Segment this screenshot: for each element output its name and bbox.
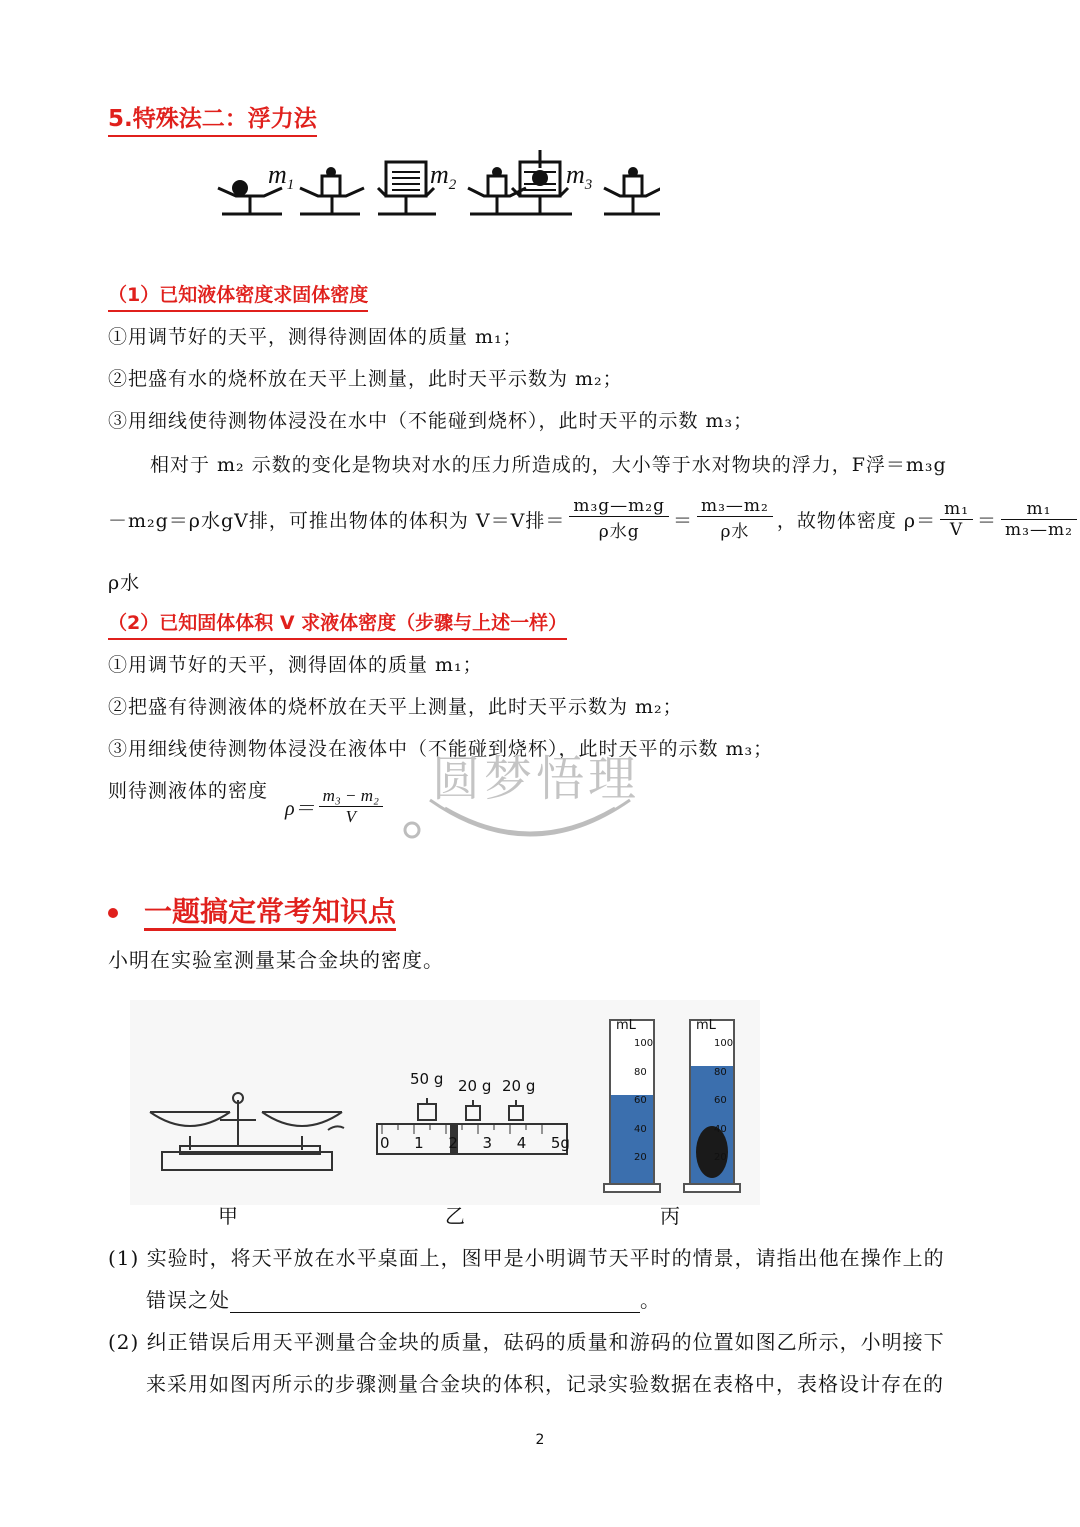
caption-bing: 丙 (660, 1204, 680, 1228)
scale-ticks: 0 1 2 3 4 5g (380, 1134, 570, 1152)
experiment-figure (140, 1000, 760, 1205)
q1-line1: (1) 实验时，将天平放在水平桌面上，图甲是小明调节天平时的情景，请指出他在操作上的 (108, 1246, 945, 1270)
equals-2: ＝ (977, 509, 998, 532)
m2-sub: 2 (448, 177, 457, 194)
m3-label: m (566, 160, 585, 189)
bullet-icon (108, 908, 118, 918)
fraction-3: $\frac{\text{m₁}}{V}$ (940, 499, 973, 540)
page-number: 2 (535, 1432, 545, 1448)
part1-para-c: ρ水 (108, 572, 141, 594)
part1-title: （1）已知液体密度求固体密度 (108, 280, 368, 312)
fraction-2: $\frac{\text{m₃—m₂}}{\text{ρ水}}$ (697, 496, 773, 542)
part2-final: 则待测液体的密度 (108, 780, 269, 802)
part2-step3: ③用细线使待测物体浸没在液体中（不能碰到烧杯），此时天平的示数 m₃； (108, 738, 774, 760)
m1-label: m (268, 160, 287, 189)
m2-label: m (430, 160, 449, 189)
equals-1: ＝ (672, 509, 693, 532)
part2-step2: ②把盛有待测液体的烧杯放在天平上测量，此时天平示数为 m₂； (108, 696, 683, 718)
part1-step3: ③用细线使待测物体浸没在水中（不能碰到烧杯），此时天平的示数 m₃； (108, 410, 754, 432)
caption-jia: 甲 (218, 1204, 238, 1228)
cylinder-2-ticks: 100 80 60 40 20 (714, 1038, 734, 1163)
part1-para-b2: ，故物体密度 ρ＝ (776, 509, 937, 532)
answer-blank[interactable] (230, 1292, 640, 1313)
part2-title: （2）已知固体体积 V 求液体密度（步骤与上述一样） (108, 608, 567, 640)
q1-line2: 错误之处 。 (146, 1288, 661, 1312)
weight-20g-a: 20 g (458, 1077, 492, 1095)
cylinder-unit-1: mL (616, 1018, 636, 1033)
part2-step1: ①用调节好的天平，测得固体的质量 m₁； (108, 654, 483, 676)
cylinder-unit-2: mL (696, 1018, 716, 1033)
knowledge-section (108, 890, 396, 930)
section-title: 一题搞定常考知识点 (144, 895, 396, 931)
q2-line1: (2) 纠正错误后用天平测量合金块的质量，砝码的质量和游码的位置如图乙所示，小明接下 (108, 1330, 945, 1354)
watermark-text: 圆梦悟理 (432, 751, 641, 807)
m3-sub: 3 (584, 177, 593, 194)
fraction-1: $\frac{\text{m₃g—m₂g}}{\text{ρ水g}}$ (569, 496, 669, 542)
caption-yi: 乙 (445, 1204, 465, 1228)
part1-step1: ①用调节好的天平，测得待测固体的质量 m₁； (108, 326, 523, 348)
m1-sub: 1 (286, 177, 295, 194)
weight-50g: 50 g (410, 1070, 444, 1088)
fraction-4: $\frac{\text{m₁}}{\text{m₃—m₂}}$ (1001, 499, 1077, 540)
section-heading: 5.特殊法二：浮力法 (108, 100, 317, 137)
part1-para-a: 相对于 m₂ 示数的变化是物块对水的压力所造成的，大小等于水对物块的浮力，F浮＝m₃g (150, 454, 947, 476)
intro-text: 小明在实验室测量某合金块的密度。 (108, 948, 444, 972)
density-formula: ρ＝ $\frac{\text{m₃ − m₂}}{V}$ (285, 786, 387, 827)
weight-20g-b: 20 g (502, 1077, 536, 1095)
cylinder-1-ticks: 100 80 60 40 20 (634, 1038, 654, 1163)
part1-step2: ②把盛有水的烧杯放在天平上测量，此时天平示数为 m₂； (108, 368, 623, 390)
part1-formula-line (108, 496, 1080, 542)
q2-line2: 来采用如图丙所示的步骤测量合金块的体积，记录实验数据在表格中，表格设计存在的 (146, 1372, 944, 1396)
part1-para-b1: －m₂g＝ρ水gV排，可推出物体的体积为 V＝V排＝ (108, 509, 566, 532)
